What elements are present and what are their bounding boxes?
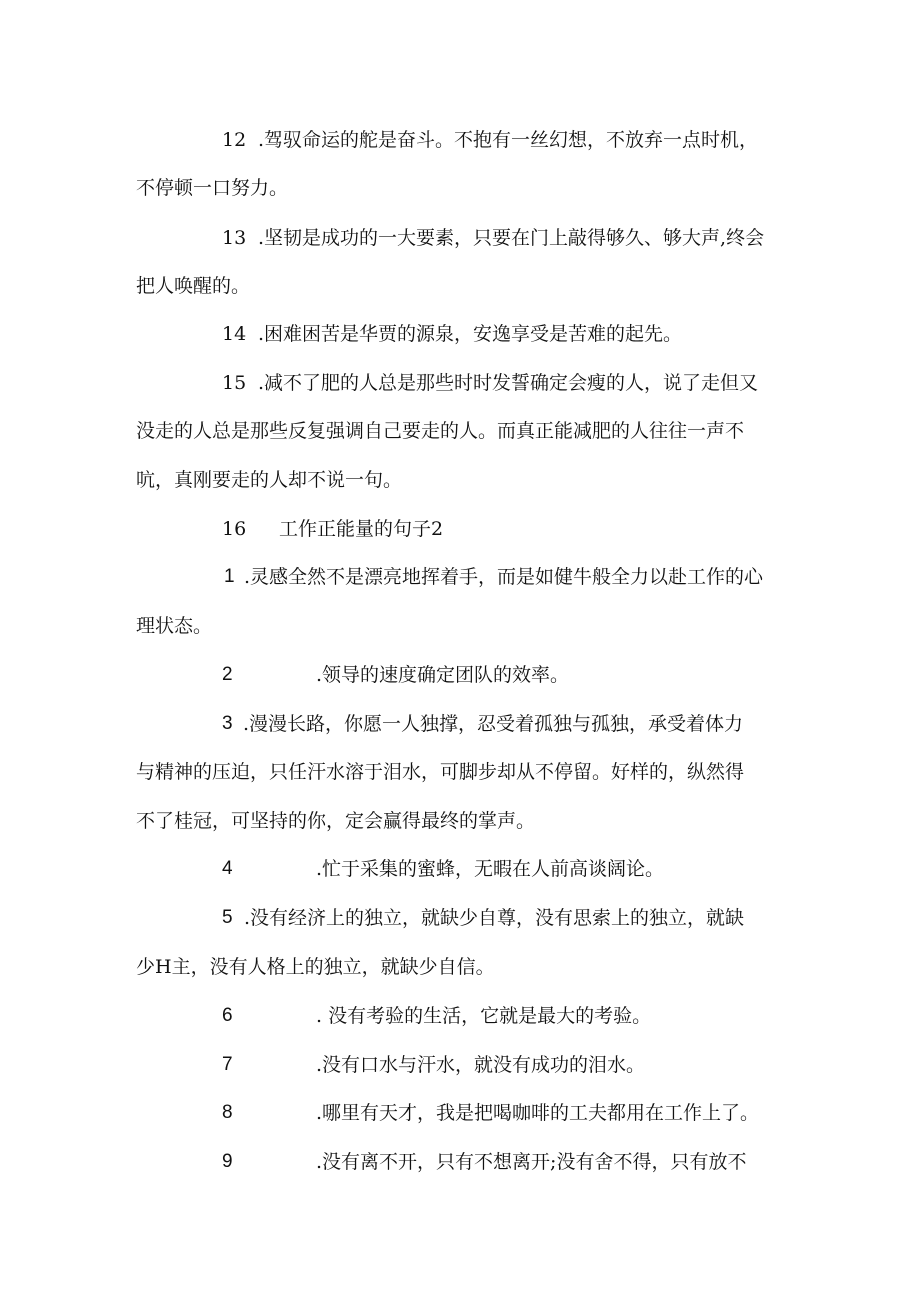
item-line: 不停顿一口努力。 <box>136 177 289 199</box>
item-line: .没有离不开，只有不想离开;没有舍不得，只有放不 <box>316 1151 747 1173</box>
item-line: .驾驭命运的舵是奋斗。不抱有一丝幻想，不放弃一点时机， <box>258 129 759 151</box>
item-number: 12 <box>222 129 247 151</box>
item-line: 少H主，没有人格上的独立，就缺少自信。 <box>136 956 495 978</box>
item-line: 与精神的压迫，只任汗水溶于泪水，可脚步却从不停留。好样的，纵然得 <box>136 761 745 783</box>
item-line: 吭，真刚要走的人却不说一句。 <box>136 469 403 491</box>
item-number: 3 <box>222 713 233 734</box>
item-number: 1 <box>224 566 235 587</box>
item-number: 7 <box>222 1054 233 1075</box>
item-number: 6 <box>222 1005 233 1026</box>
item-line: .哪里有天才，我是把喝咖啡的工夫都用在工作上了。 <box>316 1102 760 1124</box>
item-line: . 没有考验的生活，它就是最大的考验。 <box>316 1005 652 1027</box>
section-heading: 工作正能量的句子2 <box>279 518 444 540</box>
item-line: 不了桂冠，可坚持的你，定会赢得最终的掌声。 <box>136 810 536 832</box>
item-number: 5 <box>222 907 233 928</box>
item-number: 8 <box>222 1102 233 1123</box>
item-number: 15 <box>222 372 247 394</box>
item-line: .没有口水与汗水，就没有成功的泪水。 <box>316 1054 646 1076</box>
item-line: .灵感全然不是漂亮地挥着手，而是如健牛般全力以赴工作的心 <box>244 566 764 588</box>
item-line: 理状态。 <box>136 615 213 637</box>
item-number: 13 <box>222 227 247 249</box>
item-line: .困难困苦是华贾的源泉，安逸享受是苦难的起先。 <box>258 323 683 345</box>
item-line: 把人唤醒的。 <box>136 275 251 297</box>
item-line: .减不了肥的人总是那些时时发誓确定会瘦的人，说了走但又 <box>258 372 759 394</box>
item-number: 4 <box>222 858 233 879</box>
item-number: 9 <box>222 1151 233 1172</box>
item-number: 2 <box>222 664 233 685</box>
item-number: 16 <box>222 518 247 540</box>
item-line: .领导的速度确定团队的效率。 <box>316 664 570 686</box>
item-line: .坚韧是成功的一大要素，只要在门上敲得够久、够大声,终会 <box>258 227 765 249</box>
item-number: 14 <box>222 323 247 345</box>
item-line: .漫漫长路，你愿一人独撑，忍受着孤独与孤独，承受着体力 <box>243 713 744 735</box>
item-line: 没走的人总是那些反复强调自己要走的人。而真正能减肥的人往往一声不 <box>136 420 745 442</box>
item-line: .忙于采集的蜜蜂，无暇在人前高谈阔论。 <box>316 858 665 880</box>
item-line: .没有经济上的独立，就缺少自尊，没有思索上的独立，就缺 <box>244 907 745 929</box>
